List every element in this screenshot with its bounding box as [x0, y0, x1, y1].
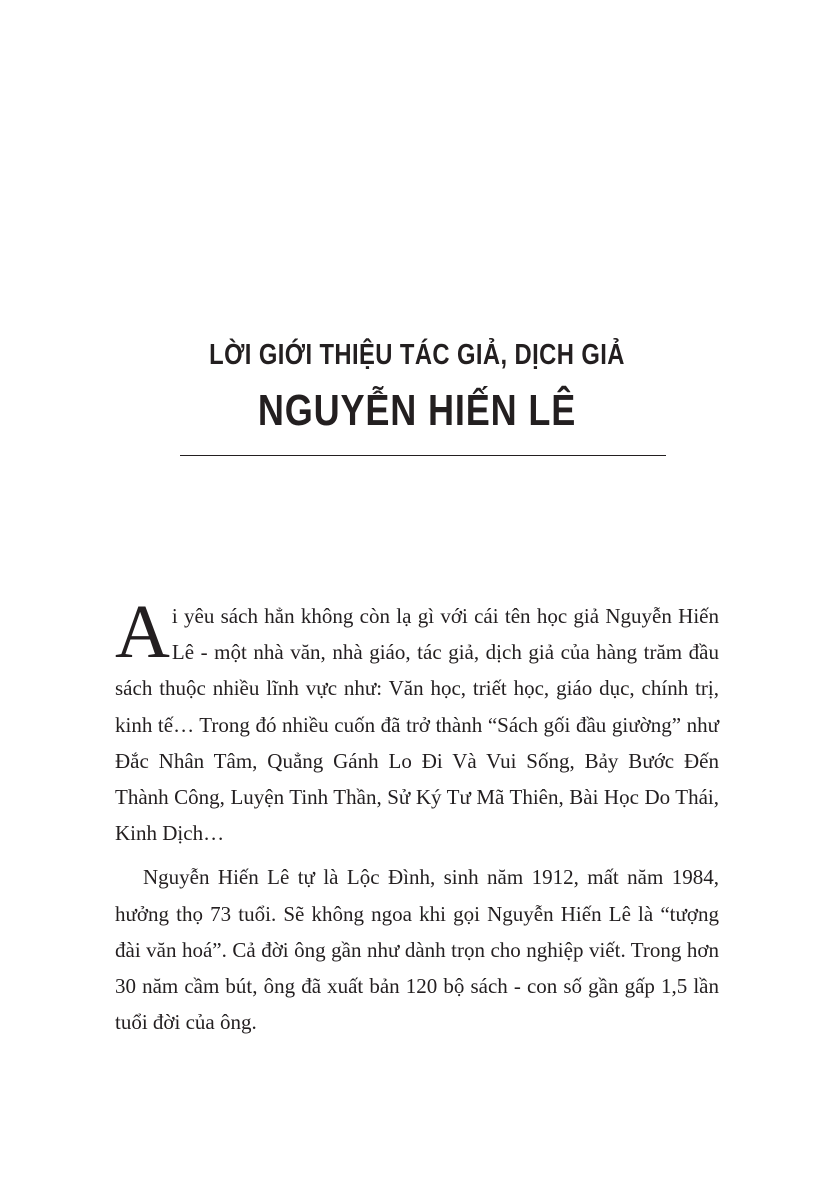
paragraph-1-text: i yêu sách hẳn không còn lạ gì với cái tên học giả Nguyễn Hiến Lê - một nhà văn, nhà giáo, tác giả, dịch giả của hàng trăm đầu sách thuộc nhiều lĩnh vực như: Văn học, triết học, giáo dục, chính trị, kinh tế… Trong đó nhiều cuốn đã trở thành “Sách gối đầu giường” như Đắc Nhân Tâm, Quẳng Gánh Lo Đi Và Vui Sống, Bảy Bước Đến Thành Công, Luyện Tinh Thần, Sử Ký Tư Mã Thiên, Bài Học Do Thái, Kinh Dịch… [115, 604, 719, 846]
chapter-heading [0, 330, 834, 438]
body-text [115, 590, 719, 1040]
paragraph-1 [115, 590, 719, 851]
heading-divider [180, 455, 666, 456]
heading-title: NGUYỄN HIẾN LÊ [257, 386, 577, 435]
drop-cap: A [115, 590, 170, 674]
heading-subtitle: LỜI GIỚI THIỆU TÁC GIẢ, DỊCH GIẢ [209, 339, 625, 371]
paragraph-2: Nguyễn Hiến Lê tự là Lộc Đình, sinh năm 1912, mất năm 1984, hưởng thọ 73 tuổi. Sẽ không ngoa khi gọi Nguyễn Hiến Lê là “tượng đài văn hoá”. Cả đời ông gần như dành trọn cho nghiệp viết. Trong hơn 30 năm cầm bút, ông đã xuất bản 120 bộ sách - con số gần gấp 1,5 lần tuổi đời của ông. [115, 865, 719, 1035]
